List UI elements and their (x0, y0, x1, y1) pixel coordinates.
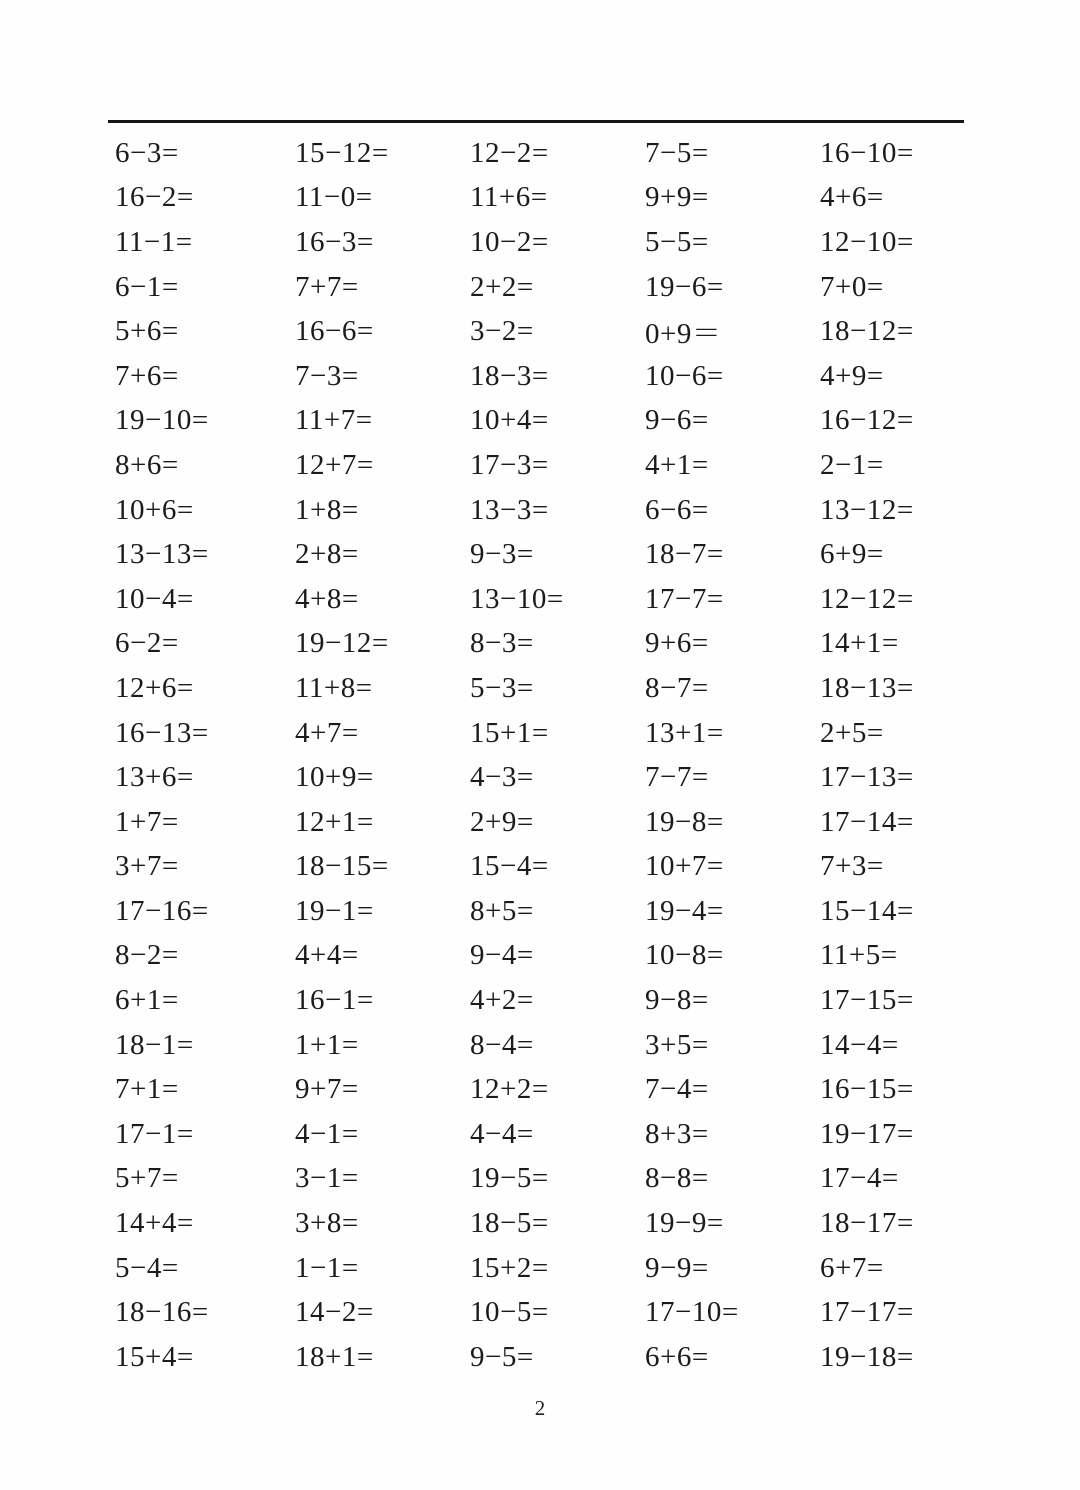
problem-cell: 17−3= (470, 448, 549, 481)
problem-cell: 17−16= (115, 894, 209, 927)
problem-cell: 9−5= (470, 1340, 534, 1373)
problem-cell: 8+6= (115, 448, 179, 481)
problem-cell: 12−12= (820, 582, 914, 615)
problem-cell: 19−5= (470, 1162, 549, 1195)
problem-cell: 6−2= (115, 627, 179, 660)
problem-cell: 19−10= (115, 404, 209, 437)
problem-cell: 10+9= (295, 761, 374, 794)
problem-cell: 9−9= (645, 1251, 709, 1284)
problem-cell: 1+1= (295, 1028, 359, 1061)
problem-cell: 5−4= (115, 1251, 179, 1284)
page-number: 2 (534, 1396, 546, 1420)
problem-cell: 11−0= (295, 181, 373, 214)
problem-cell: 12−2= (470, 136, 549, 169)
problem-cell: 18−12= (820, 315, 914, 348)
problem-cell: 4+8= (295, 582, 359, 615)
problem-cell: 16−10= (820, 136, 914, 169)
problem-cell: 10−5= (470, 1296, 549, 1329)
problem-cell: 0+9＝ (645, 318, 722, 351)
problem-cell: 11−1= (115, 225, 193, 258)
problem-cell: 1+7= (115, 805, 179, 838)
problem-cell: 19−6= (645, 270, 724, 303)
problem-cell: 3−2= (470, 315, 534, 348)
problem-cell: 2+9= (470, 805, 534, 838)
problem-cell: 9−8= (645, 984, 709, 1017)
problem-cell: 18−16= (115, 1296, 209, 1329)
problem-cell: 5−3= (470, 671, 534, 704)
problem-cell: 8−4= (470, 1028, 534, 1061)
problem-cell: 3+5= (645, 1028, 709, 1061)
problem-cell: 12+6= (115, 671, 194, 704)
problem-cell: 10−2= (470, 225, 549, 258)
problem-cell: 19−18= (820, 1340, 914, 1373)
problem-cell: 5−5= (645, 225, 709, 258)
problem-cell: 18−3= (470, 359, 549, 392)
top-rule-divider (108, 120, 964, 123)
problem-cell: 5+6= (115, 315, 179, 348)
problem-cell: 17−1= (115, 1117, 194, 1150)
problem-cell: 13+1= (645, 716, 724, 749)
problem-cell: 3+8= (295, 1207, 359, 1240)
problem-cell: 14+1= (820, 627, 899, 660)
problem-cell: 4−1= (295, 1117, 359, 1150)
problem-cell: 9+9= (645, 181, 709, 214)
problem-cell: 18+1= (295, 1340, 374, 1373)
problem-cell: 17−7= (645, 582, 724, 615)
problem-cell: 1−1= (295, 1251, 359, 1284)
problem-cell: 19−8= (645, 805, 724, 838)
problem-cell: 17−14= (820, 805, 914, 838)
problem-cell: 4+2= (470, 984, 534, 1017)
problem-cell: 18−1= (115, 1028, 194, 1061)
problem-cell: 7−4= (645, 1073, 709, 1106)
problem-cell: 7−7= (645, 761, 709, 794)
problem-cell: 14+4= (115, 1207, 194, 1240)
problem-cell: 18−17= (820, 1207, 914, 1240)
problem-cell: 6+7= (820, 1251, 884, 1284)
problem-cell: 18−7= (645, 538, 724, 571)
problem-cell: 16−1= (295, 984, 374, 1017)
problem-cell: 4+9= (820, 359, 884, 392)
problem-cell: 8−7= (645, 671, 709, 704)
problem-cell: 8−3= (470, 627, 534, 660)
problem-cell: 17−4= (820, 1162, 899, 1195)
problem-cell: 15+1= (470, 716, 549, 749)
problem-cell: 13+6= (115, 761, 194, 794)
problem-cell: 15+4= (115, 1340, 194, 1373)
problem-cell: 8−2= (115, 939, 179, 972)
problem-cell: 15+2= (470, 1251, 549, 1284)
problem-cell: 9+6= (645, 627, 709, 660)
problem-cell: 9−3= (470, 538, 534, 571)
problem-cell: 12−10= (820, 225, 914, 258)
problem-cell: 10−6= (645, 359, 724, 392)
problem-cell: 19−4= (645, 894, 724, 927)
problem-cell: 15−14= (820, 894, 914, 927)
problem-cell: 4−3= (470, 761, 534, 794)
problem-cell: 7−5= (645, 136, 709, 169)
problem-cell: 6−1= (115, 270, 179, 303)
problem-cell: 11+5= (820, 939, 898, 972)
problem-cell: 13−3= (470, 493, 549, 526)
problem-cell: 16−3= (295, 225, 374, 258)
problem-cell: 12+7= (295, 448, 374, 481)
problem-cell: 11+6= (470, 181, 548, 214)
problem-cell: 9−6= (645, 404, 709, 437)
problem-cell: 7+6= (115, 359, 179, 392)
problem-cell: 16−2= (115, 181, 194, 214)
problem-cell: 4+7= (295, 716, 359, 749)
problem-cell: 5+7= (115, 1162, 179, 1195)
problem-cell: 13−13= (115, 538, 209, 571)
problem-cell: 7+3= (820, 850, 884, 883)
problem-cell: 18−5= (470, 1207, 549, 1240)
problem-cell: 2+5= (820, 716, 884, 749)
problem-cell: 16−6= (295, 315, 374, 348)
problem-cell: 2−1= (820, 448, 884, 481)
problem-cell: 3+7= (115, 850, 179, 883)
problem-cell: 15−4= (470, 850, 549, 883)
problem-cell: 7−3= (295, 359, 359, 392)
problem-cell: 14−4= (820, 1028, 899, 1061)
problem-cell: 7+7= (295, 270, 359, 303)
problem-cell: 19−12= (295, 627, 389, 660)
problem-cell: 19−9= (645, 1207, 724, 1240)
problems-grid (115, 131, 965, 1380)
problem-cell: 6+9= (820, 538, 884, 571)
problem-cell: 10−4= (115, 582, 194, 615)
problem-cell: 18−15= (295, 850, 389, 883)
problem-cell: 11+7= (295, 404, 373, 437)
problem-cell: 9+7= (295, 1073, 359, 1106)
problem-cell: 7+1= (115, 1073, 179, 1106)
problem-cell: 16−15= (820, 1073, 914, 1106)
problem-cell: 11+8= (295, 671, 373, 704)
problem-cell: 8−8= (645, 1162, 709, 1195)
problem-cell: 19−1= (295, 894, 374, 927)
problem-cell: 10+6= (115, 493, 194, 526)
problem-cell: 4−4= (470, 1117, 534, 1150)
problem-cell: 2+2= (470, 270, 534, 303)
problem-cell: 1+8= (295, 493, 359, 526)
problem-cell: 18−13= (820, 671, 914, 704)
problem-cell: 13−10= (470, 582, 564, 615)
problem-cell: 17−15= (820, 984, 914, 1017)
problem-cell: 10+4= (470, 404, 549, 437)
problem-cell: 16−13= (115, 716, 209, 749)
problem-cell: 19−17= (820, 1117, 914, 1150)
problem-cell: 10+7= (645, 850, 724, 883)
problem-cell: 16−12= (820, 404, 914, 437)
problem-cell: 10−8= (645, 939, 724, 972)
problem-cell: 6−6= (645, 493, 709, 526)
problem-cell: 6+6= (645, 1340, 709, 1373)
problem-cell: 8+3= (645, 1117, 709, 1150)
problem-cell: 4+1= (645, 448, 709, 481)
problem-cell: 9−4= (470, 939, 534, 972)
problem-cell: 12+1= (295, 805, 374, 838)
problem-cell: 15−12= (295, 136, 389, 169)
problem-cell: 3−1= (295, 1162, 359, 1195)
problem-cell: 17−10= (645, 1296, 739, 1329)
problem-cell: 6−3= (115, 136, 179, 169)
problem-cell: 8+5= (470, 894, 534, 927)
problem-cell: 4+6= (820, 181, 884, 214)
problem-cell: 6+1= (115, 984, 179, 1017)
problem-cell: 12+2= (470, 1073, 549, 1106)
problem-cell: 17−13= (820, 761, 914, 794)
problem-cell: 4+4= (295, 939, 359, 972)
problem-cell: 17−17= (820, 1296, 914, 1329)
problem-cell: 7+0= (820, 270, 884, 303)
problem-cell: 2+8= (295, 538, 359, 571)
problem-cell: 13−12= (820, 493, 914, 526)
problem-cell: 14−2= (295, 1296, 374, 1329)
